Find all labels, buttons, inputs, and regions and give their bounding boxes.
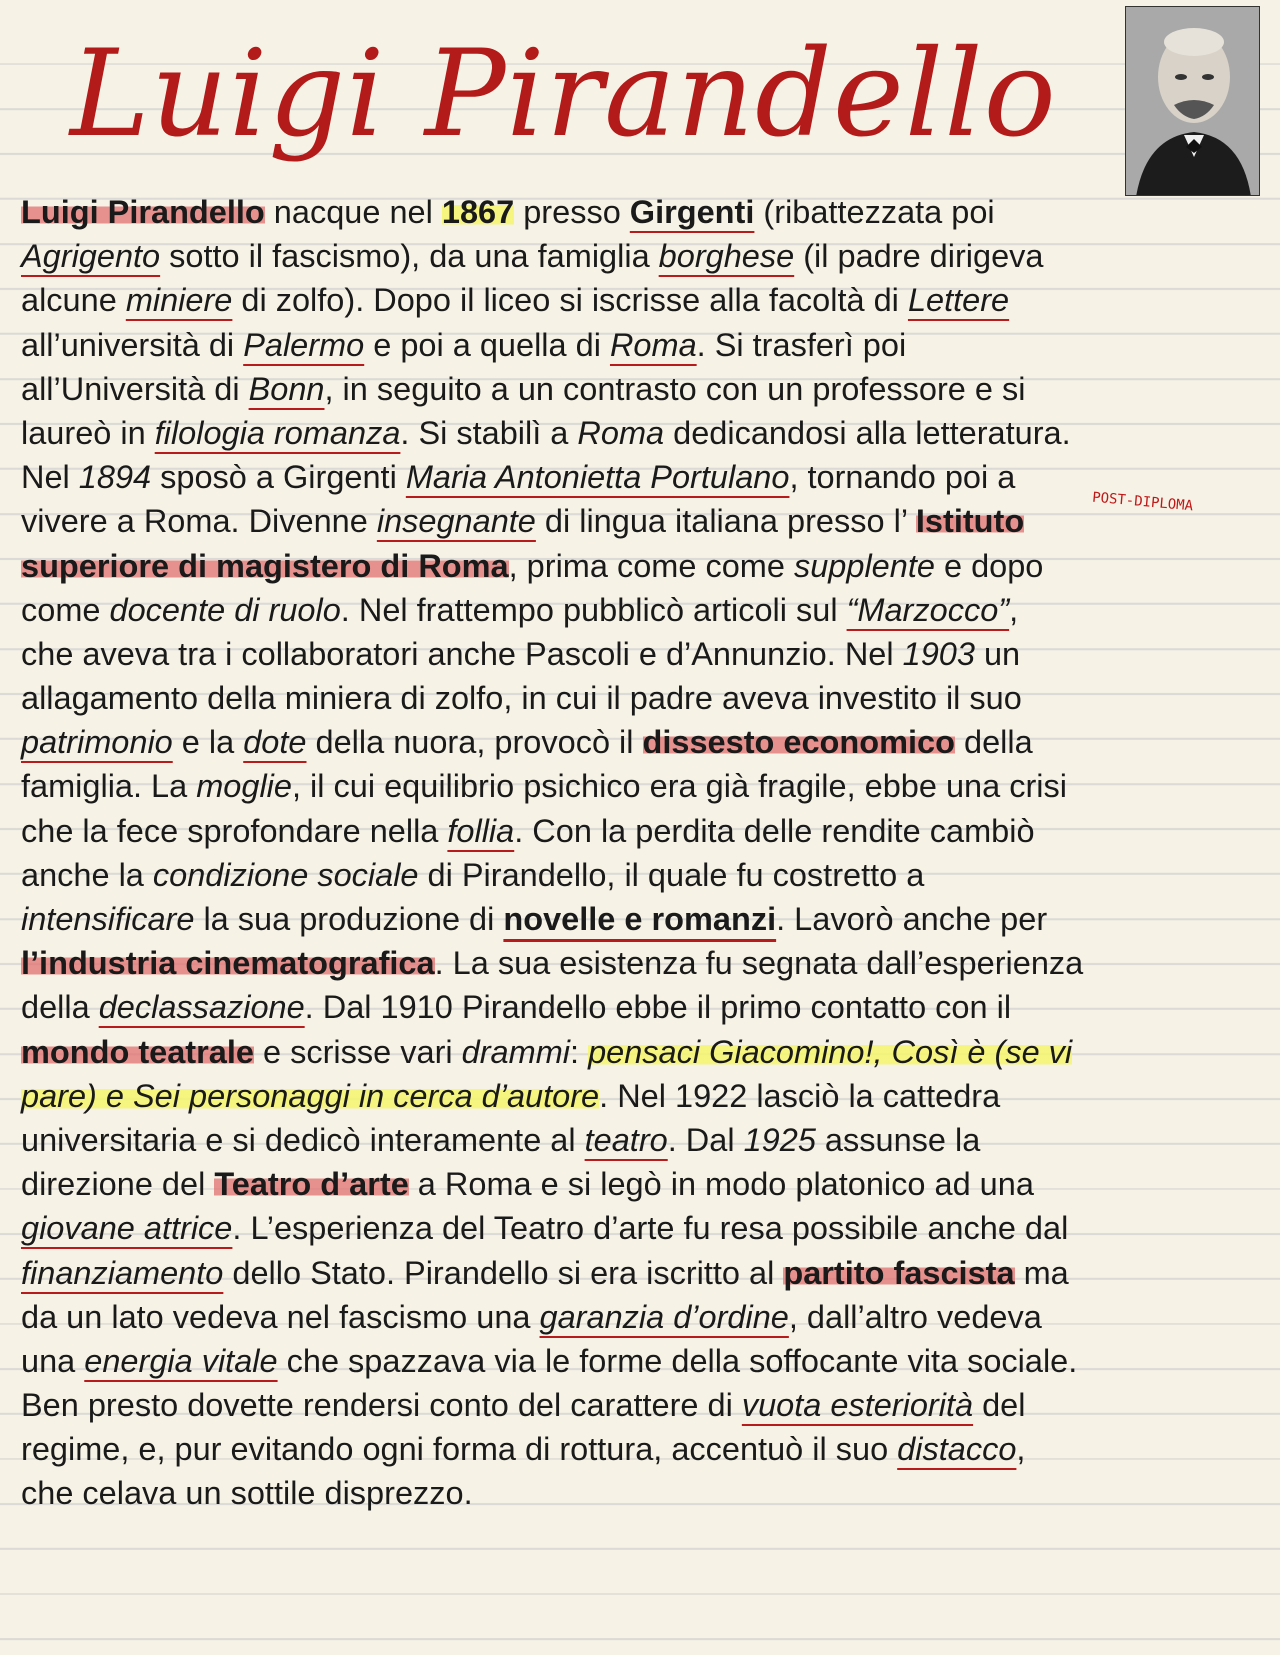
text-segment: alcune bbox=[21, 282, 126, 319]
text-segment: che spazzava via le forme della soffocante vita sociale. bbox=[277, 1342, 1078, 1379]
text-segment: a Roma e si legò in modo platonico ad una bbox=[408, 1166, 1034, 1203]
text-line bbox=[21, 1206, 1261, 1250]
text-segment: allagamento della miniera di zolfo, in cui il padre aveva investito il suo bbox=[21, 680, 1022, 717]
text-segment: come bbox=[21, 591, 110, 628]
highlighted-term: 1867 bbox=[441, 194, 515, 230]
text-segment: Roma bbox=[577, 414, 665, 451]
text-segment: universitaria e si dedicò interamente al bbox=[21, 1121, 585, 1158]
text-line bbox=[21, 190, 1261, 234]
underlined-term: dote bbox=[243, 724, 307, 761]
portrait-photo bbox=[1125, 6, 1260, 196]
text-segment: ma bbox=[1014, 1254, 1069, 1291]
text-segment: . L’esperienza del Teatro d’arte fu resa possibile anche dal bbox=[232, 1210, 1069, 1247]
text-segment: . La sua esistenza fu segnata dall’esperienza bbox=[434, 945, 1084, 982]
underlined-term: finanziamento bbox=[21, 1254, 224, 1291]
text-segment: all’Università di bbox=[21, 370, 249, 407]
underlined-term: filologia romanza bbox=[154, 414, 401, 451]
text-segment: , il cui equilibrio psichico era già fragile, ebbe una crisi bbox=[291, 768, 1067, 805]
underlined-term: distacco bbox=[897, 1431, 1017, 1468]
text-segment: , bbox=[1009, 591, 1019, 628]
underlined-term: energia vitale bbox=[84, 1342, 278, 1379]
text-segment: vivere a Roma. Divenne bbox=[21, 503, 377, 540]
underlined-term: Agrigento bbox=[21, 238, 161, 275]
underlined-term: borghese bbox=[658, 238, 795, 275]
underlined-term: teatro bbox=[584, 1121, 668, 1158]
text-segment: famiglia. La bbox=[21, 768, 197, 805]
text-segment: della bbox=[21, 989, 99, 1026]
underlined-term: Maria Antonietta Portulano bbox=[405, 459, 790, 496]
text-segment: Nel bbox=[21, 459, 79, 496]
underlined-term: Palermo bbox=[243, 326, 365, 363]
text-line bbox=[21, 1030, 1261, 1074]
text-segment: un bbox=[974, 635, 1021, 672]
text-segment: . Con la perdita delle rendite cambiò bbox=[514, 812, 1035, 849]
underlined-term: garanzia d’ordine bbox=[539, 1298, 789, 1335]
text-segment: della nuora, provocò il bbox=[306, 724, 643, 761]
text-segment: della bbox=[954, 724, 1033, 761]
highlighted-term: Luigi Pirandello bbox=[21, 194, 265, 230]
text-line bbox=[21, 544, 1261, 588]
text-segment: 1925 bbox=[743, 1121, 816, 1158]
text-line bbox=[21, 1295, 1261, 1339]
text-segment: dedicandosi alla letteratura. bbox=[664, 414, 1071, 451]
text-segment: . Nel 1922 lasciò la cattedra bbox=[599, 1077, 1001, 1114]
text-segment: nacque nel bbox=[264, 194, 442, 230]
text-segment: moglie bbox=[196, 768, 292, 805]
underlined-term: declassazione bbox=[98, 989, 305, 1026]
text-line bbox=[21, 1339, 1261, 1383]
biography-text bbox=[21, 190, 1261, 1516]
text-line bbox=[21, 1383, 1261, 1427]
text-segment: . Si stabilì a bbox=[400, 414, 578, 451]
text-segment: anche la bbox=[21, 856, 153, 893]
highlighted-term: dissesto economico bbox=[642, 724, 955, 761]
text-segment: e dopo bbox=[934, 547, 1044, 584]
underlined-term: vuota esteriorità bbox=[741, 1387, 974, 1424]
text-segment: e scrisse vari bbox=[253, 1033, 462, 1070]
highlighted-term: l’industria cinematografica bbox=[21, 945, 435, 982]
text-line bbox=[21, 455, 1261, 499]
text-line bbox=[21, 720, 1261, 764]
text-segment: e la bbox=[172, 724, 244, 761]
text-line bbox=[21, 676, 1261, 720]
text-segment: drammi bbox=[461, 1033, 570, 1070]
highlighted-term: partito fascista bbox=[783, 1254, 1015, 1291]
text-segment: direzione del bbox=[21, 1166, 215, 1203]
underlined-term: Bonn bbox=[248, 370, 325, 407]
text-segment: di Pirandello, il quale fu costretto a bbox=[418, 856, 925, 893]
text-segment: di lingua italiana presso l’ bbox=[535, 503, 916, 540]
highlighted-term: pensaci Giacomino!, Così è (se vi bbox=[588, 1033, 1073, 1070]
text-line bbox=[21, 764, 1261, 808]
text-segment: 1903 bbox=[902, 635, 975, 672]
text-segment: , bbox=[1016, 1431, 1026, 1468]
text-segment: . Nel frattempo pubblicò articoli sul bbox=[340, 591, 847, 628]
highlighted-term: mondo teatrale bbox=[21, 1033, 254, 1070]
highlighted-term: Istituto bbox=[915, 503, 1025, 540]
text-segment: Ben presto dovette rendersi conto del carattere di bbox=[21, 1387, 742, 1424]
text-line bbox=[21, 367, 1261, 411]
text-line bbox=[21, 323, 1261, 367]
text-segment: da un lato vedeva nel fascismo una bbox=[21, 1298, 540, 1335]
text-line bbox=[21, 499, 1261, 543]
text-segment: e poi a quella di bbox=[364, 326, 610, 363]
text-segment: all’università di bbox=[21, 326, 244, 363]
text-segment: . Lavorò anche per bbox=[776, 901, 1048, 937]
text-line bbox=[21, 941, 1261, 985]
text-segment: che celava un sottile disprezzo. bbox=[21, 1475, 473, 1512]
underlined-term: Lettere bbox=[907, 282, 1010, 319]
text-segment: dello Stato. Pirandello si era iscritto al bbox=[223, 1254, 784, 1291]
text-segment: la sua produzione di bbox=[194, 901, 504, 937]
text-segment: una bbox=[21, 1342, 85, 1379]
text-segment: regime, e, pur evitando ogni forma di rottura, accentuò il suo bbox=[21, 1431, 898, 1468]
text-segment: che aveva tra i collaboratori anche Pascoli e d’Annunzio. Nel bbox=[21, 635, 903, 672]
text-line bbox=[21, 588, 1261, 632]
underlined-term: Roma bbox=[609, 326, 697, 363]
text-segment: sposò a Girgenti bbox=[151, 459, 406, 496]
text-segment: (ribattezzata poi bbox=[754, 194, 995, 230]
text-segment: . Si trasferì poi bbox=[696, 326, 907, 363]
text-segment: laureò in bbox=[21, 414, 155, 451]
highlighted-term: Teatro d’arte bbox=[214, 1166, 409, 1203]
underlined-term: Girgenti bbox=[629, 194, 755, 230]
text-segment: , in seguito a un contrasto con un professore e si bbox=[324, 370, 1026, 407]
underlined-term: patrimonio bbox=[21, 724, 173, 761]
text-segment: , dall’altro vedeva bbox=[788, 1298, 1042, 1335]
highlighted-term: pare) e Sei personaggi in cerca d’autore bbox=[21, 1077, 600, 1114]
text-line bbox=[21, 1118, 1261, 1162]
highlighted-term: superiore di magistero di Roma bbox=[21, 547, 509, 584]
text-line bbox=[21, 1471, 1261, 1515]
text-segment: (il padre dirigeva bbox=[794, 238, 1044, 275]
text-line bbox=[21, 897, 1261, 941]
text-line bbox=[21, 1427, 1261, 1471]
text-line bbox=[21, 853, 1261, 897]
underlined-term: follia bbox=[447, 812, 515, 849]
underlined-term: novelle e romanzi bbox=[503, 901, 777, 937]
text-segment: intensificare bbox=[21, 901, 195, 937]
text-segment: di zolfo). Dopo il liceo si iscrisse alla facoltà di bbox=[232, 282, 908, 319]
text-line bbox=[21, 985, 1261, 1029]
text-segment: , prima come come bbox=[508, 547, 794, 584]
text-line bbox=[21, 1251, 1261, 1295]
underlined-term: insegnante bbox=[376, 503, 536, 540]
text-line bbox=[21, 1162, 1261, 1206]
page-title: Luigi Pirandello bbox=[70, 25, 1057, 164]
underlined-term: “Marzocco” bbox=[846, 591, 1010, 628]
text-line bbox=[21, 411, 1261, 455]
text-segment: 1894 bbox=[78, 459, 152, 496]
text-segment: : bbox=[570, 1033, 589, 1070]
text-segment: , tornando poi a bbox=[789, 459, 1016, 496]
text-segment: . Dal bbox=[667, 1121, 744, 1158]
text-segment: che la fece sprofondare nella bbox=[21, 812, 448, 849]
text-line bbox=[21, 234, 1261, 278]
text-segment: supplente bbox=[793, 547, 935, 584]
text-line bbox=[21, 632, 1261, 676]
text-line bbox=[21, 1074, 1261, 1118]
text-segment: docente di ruolo bbox=[109, 591, 341, 628]
text-segment: condizione sociale bbox=[152, 856, 419, 893]
underlined-term: giovane attrice bbox=[21, 1210, 233, 1247]
side-note: POST-DIPLOMA bbox=[1091, 489, 1194, 515]
text-segment: sotto il fascismo), da una famiglia bbox=[160, 238, 659, 275]
underlined-term: miniere bbox=[125, 282, 233, 319]
text-line bbox=[21, 278, 1261, 322]
text-segment: presso bbox=[514, 194, 630, 230]
text-line bbox=[21, 809, 1261, 853]
text-segment: . Dal 1910 Pirandello ebbe il primo contatto con il bbox=[304, 989, 1012, 1026]
text-segment: assunse la bbox=[815, 1121, 981, 1158]
text-segment: del bbox=[973, 1387, 1026, 1424]
